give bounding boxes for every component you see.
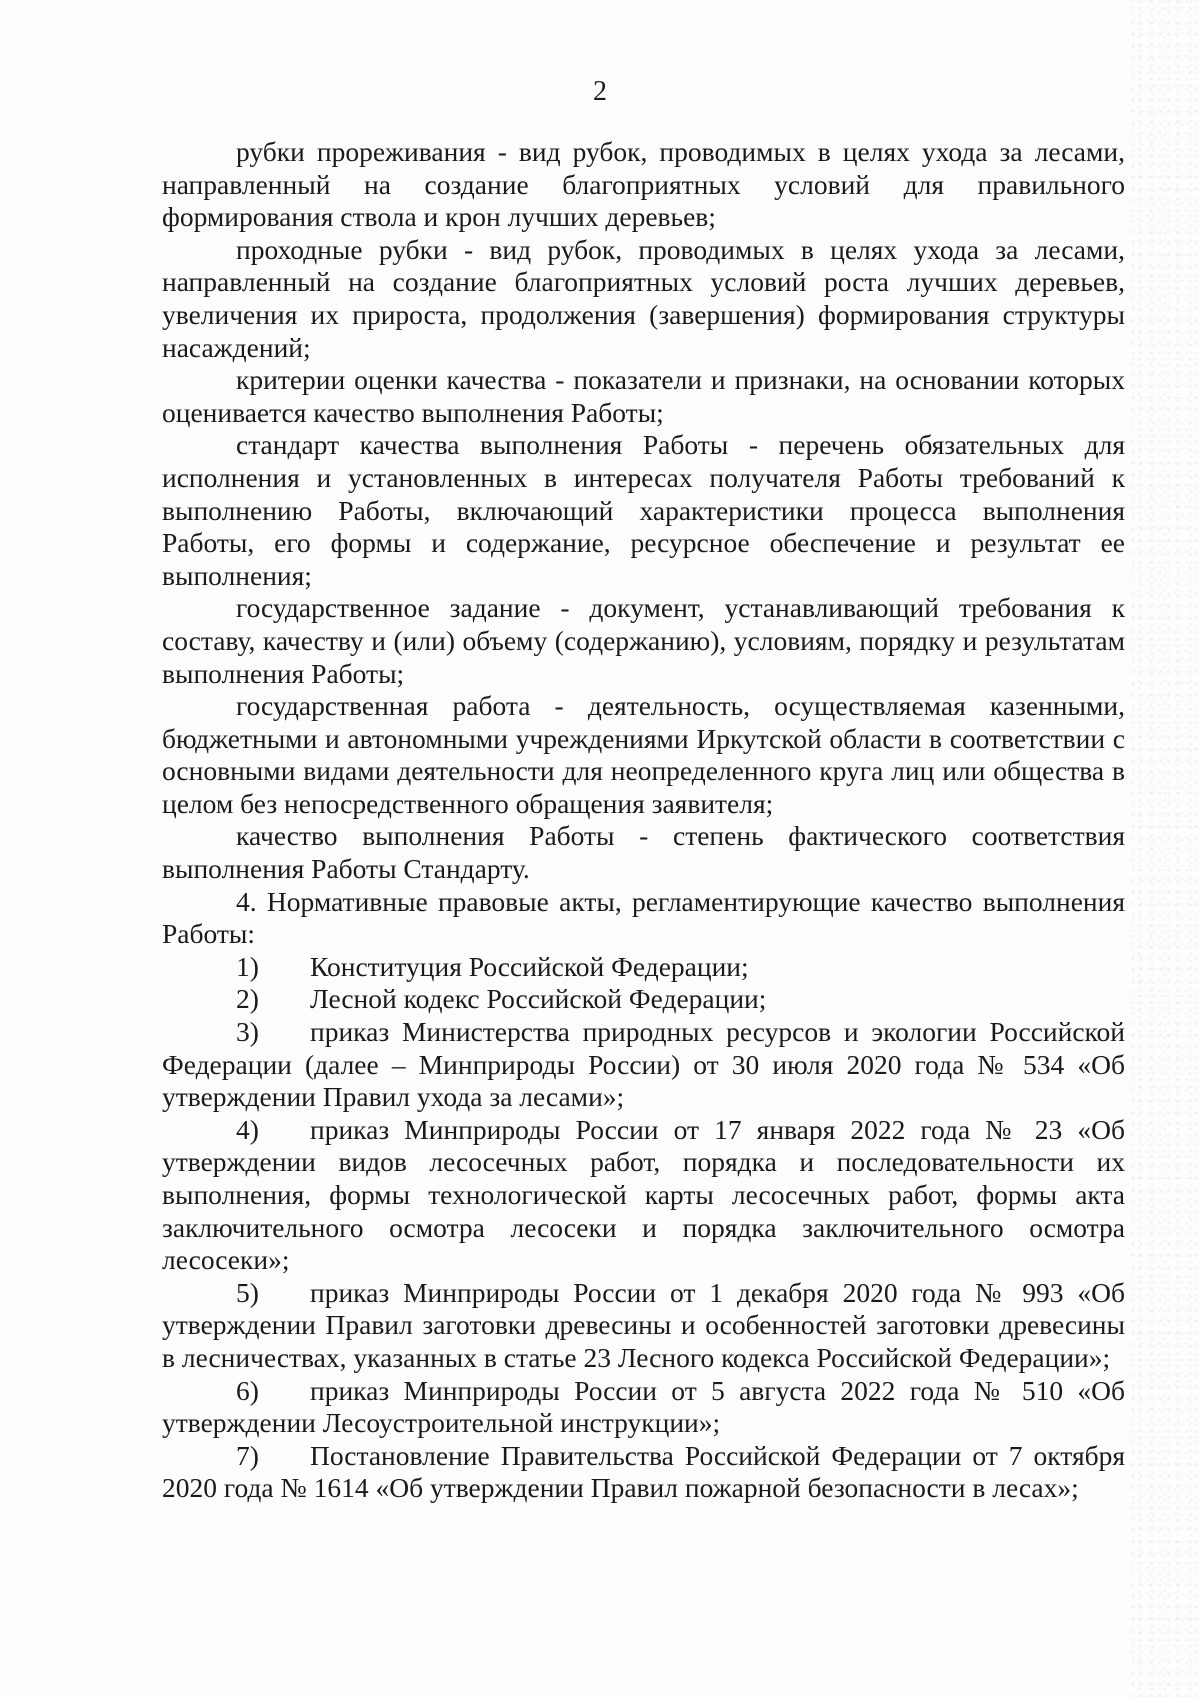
list-item-number: 5) bbox=[236, 1276, 259, 1308]
list-item-text: приказ Министерства природных ресурсов и экологии Российской Федерации (далее – Минприроды России) от 30 июля 2020 года № 534 «Об утверждении Правил ухода за лесами»; bbox=[162, 1016, 1125, 1113]
list-item-number: 4) bbox=[236, 1113, 259, 1145]
scan-noise bbox=[1130, 0, 1200, 1697]
definition-paragraph: стандарт качества выполнения Работы - перечень обязательных для исполнения и установленных в интересах получателя Работы требований к выполнению Работы, включающий характеристики процесса выполнения Работы, его формы и содержание, ресурсное обеспечение и результат ее выполнения; bbox=[162, 429, 1125, 591]
list-item-text: приказ Минприроды России от 1 декабря 2020 года № 993 «Об утверждении Правил заготовки древесины и особенностей заготовки древесины в лесничествах, указанных в статье 23 Лесного кодекса Российской Федерации»; bbox=[162, 1276, 1125, 1373]
definition-paragraph: проходные рубки - вид рубок, проводимых в целях ухода за лесами, направленный на создание благоприятных условий роста лучших деревьев, увеличения их прироста, продолжения (завершения) формирования структуры насаждений; bbox=[162, 233, 1125, 363]
list-item-number: 7) bbox=[236, 1439, 259, 1471]
list-item-text: Постановление Правительства Российской Федерации от 7 октября 2020 года № 1614 «Об утверждении Правил пожарной безопасности в лесах»; bbox=[162, 1439, 1125, 1504]
definition-paragraph: государственная работа - деятельность, осуществляемая казенными, бюджетными и автономными учреждениями Иркутской области в соответствии с основными видами деятельности для неопределенного круга лиц или общества в целом без непосредственного обращения заявителя; bbox=[162, 690, 1125, 819]
list-item-text: приказ Минприроды России от 17 января 2022 года № 23 «Об утверждении видов лесосечных работ, порядка и последовательности их выполнения, формы технологической карты лесосечных работ, формы акта заключительного осмотра лесосеки и порядка заключительного осмотра лесосеки»; bbox=[162, 1113, 1125, 1276]
definition-paragraph: качество выполнения Работы - степень фактического соответствия выполнения Работы Стандарту. bbox=[162, 820, 1125, 885]
list-item bbox=[162, 983, 1125, 1016]
list-item bbox=[162, 1277, 1125, 1375]
document-body bbox=[162, 136, 1125, 1505]
list-item-number: 3) bbox=[236, 1016, 259, 1048]
list-item bbox=[162, 1440, 1125, 1505]
list-item bbox=[162, 951, 1125, 984]
section-heading: 4. Нормативные правовые акты, регламентирующие качество выполнения Работы: bbox=[162, 885, 1125, 950]
list-item-number: 1) bbox=[236, 950, 259, 982]
definition-paragraph: критерии оценки качества - показатели и признаки, на основании которых оценивается качество выполнения Работы; bbox=[162, 364, 1125, 428]
list-item-text: Лесной кодекс Российской Федерации; bbox=[310, 983, 767, 1015]
list-item-number: 6) bbox=[236, 1374, 259, 1406]
list-item bbox=[162, 1016, 1125, 1114]
page-number: 2 bbox=[593, 76, 607, 107]
list-item-number: 2) bbox=[236, 983, 259, 1015]
list-item bbox=[162, 1375, 1125, 1440]
definition-paragraph: государственное задание - документ, устанавливающий требования к составу, качеству и (или) объему (содержанию), условиям, порядку и результатам выполнения Работы; bbox=[162, 592, 1125, 689]
definition-paragraph: рубки прореживания - вид рубок, проводимых в целях ухода за лесами, направленный на создание благоприятных условий для правильного формирования ствола и крон лучших деревьев; bbox=[162, 136, 1125, 233]
list-item bbox=[162, 1114, 1125, 1277]
list-item-text: Конституция Российской Федерации; bbox=[310, 950, 749, 982]
list-item-text: приказ Минприроды России от 5 августа 2022 года № 510 «Об утверждении Лесоустроительной инструкции»; bbox=[162, 1374, 1125, 1439]
